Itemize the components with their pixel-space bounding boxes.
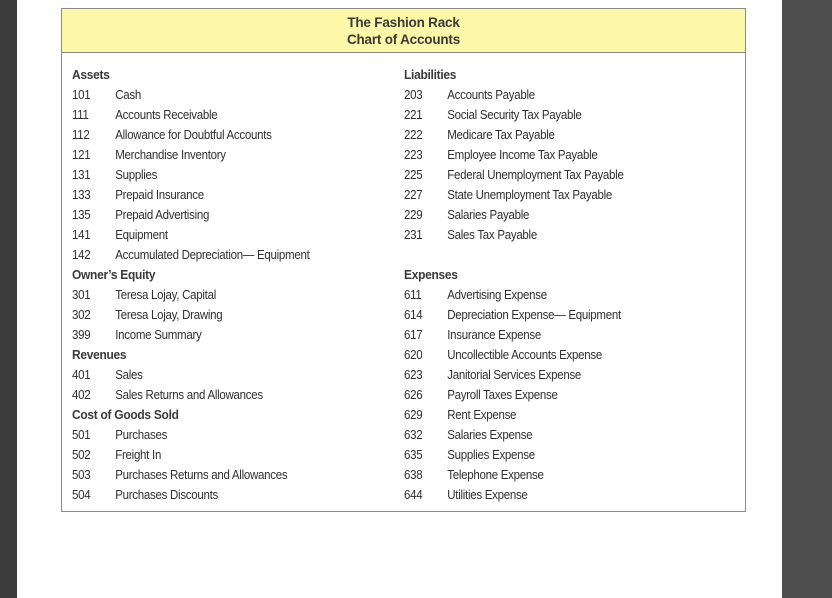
account-number: 229 bbox=[404, 208, 423, 222]
account-name: State Unemployment Tax Payable bbox=[447, 188, 612, 202]
account-row bbox=[72, 305, 310, 325]
left-column bbox=[72, 65, 330, 505]
account-name: Uncollectible Accounts Expense bbox=[447, 348, 602, 362]
account-name: Cash bbox=[115, 88, 141, 102]
account-name: Payroll Taxes Expense bbox=[447, 388, 558, 402]
account-number: 503 bbox=[72, 468, 91, 482]
account-row bbox=[404, 225, 624, 245]
account-number: 301 bbox=[72, 288, 91, 302]
account-row bbox=[72, 85, 310, 105]
account-name: Supplies Expense bbox=[447, 448, 535, 462]
account-name: Federal Unemployment Tax Payable bbox=[447, 168, 624, 182]
account-number: 142 bbox=[72, 248, 91, 262]
account-row bbox=[72, 365, 310, 385]
account-name: Allowance for Doubtful Accounts bbox=[115, 128, 272, 142]
account-row bbox=[72, 325, 310, 345]
account-name: Accounts Payable bbox=[447, 88, 535, 102]
account-row bbox=[404, 285, 624, 305]
account-row bbox=[404, 345, 624, 365]
account-number: 221 bbox=[404, 108, 423, 122]
account-row bbox=[404, 85, 624, 105]
account-name: Depreciation Expense— Equipment bbox=[447, 308, 621, 322]
account-number: 402 bbox=[72, 388, 91, 402]
account-number: 501 bbox=[72, 428, 91, 442]
section-heading-expenses: Expenses bbox=[404, 267, 458, 282]
account-row bbox=[72, 425, 310, 445]
account-name: Accumulated Depreciation— Equipment bbox=[115, 248, 310, 262]
account-name: Advertising Expense bbox=[447, 288, 547, 302]
account-row bbox=[404, 185, 624, 205]
account-number: 121 bbox=[72, 148, 91, 162]
account-row bbox=[72, 185, 310, 205]
account-name: Purchases Returns and Allowances bbox=[115, 468, 288, 482]
account-number: 614 bbox=[404, 308, 423, 322]
account-name: Prepaid Advertising bbox=[115, 208, 210, 222]
account-number: 111 bbox=[72, 108, 89, 122]
section-heading-cogs: Cost of Goods Sold bbox=[72, 407, 179, 422]
account-row bbox=[404, 205, 624, 225]
account-number: 135 bbox=[72, 208, 91, 222]
account-number: 632 bbox=[404, 428, 423, 442]
account-row bbox=[404, 145, 624, 165]
account-name: Purchases Discounts bbox=[115, 488, 219, 502]
account-name: Medicare Tax Payable bbox=[447, 128, 555, 142]
account-number: 620 bbox=[404, 348, 423, 362]
account-number: 223 bbox=[404, 148, 423, 162]
account-number: 203 bbox=[404, 88, 423, 102]
account-number: 502 bbox=[72, 448, 91, 462]
account-row bbox=[404, 445, 624, 465]
section-heading-revenues: Revenues bbox=[72, 347, 127, 362]
company-name: The Fashion Rack bbox=[347, 15, 460, 30]
account-number: 638 bbox=[404, 468, 423, 482]
account-name: Sales bbox=[115, 368, 143, 382]
account-name: Sales Returns and Allowances bbox=[115, 388, 263, 402]
account-number: 302 bbox=[72, 308, 91, 322]
account-number: 222 bbox=[404, 128, 423, 142]
account-row bbox=[404, 465, 624, 485]
account-number: 399 bbox=[72, 328, 91, 342]
account-row bbox=[72, 125, 310, 145]
account-number: 133 bbox=[72, 188, 91, 202]
account-row bbox=[72, 445, 310, 465]
account-row bbox=[72, 245, 310, 265]
account-row bbox=[404, 325, 624, 345]
account-name: Janitorial Services Expense bbox=[447, 368, 582, 382]
account-number: 611 bbox=[404, 288, 422, 302]
account-name: Purchases bbox=[115, 428, 168, 442]
account-name: Employee Income Tax Payable bbox=[447, 148, 598, 162]
account-row bbox=[404, 305, 624, 325]
account-number: 231 bbox=[404, 228, 423, 242]
account-name: Income Summary bbox=[115, 328, 202, 342]
account-name: Merchandise Inventory bbox=[115, 148, 226, 162]
account-name: Telephone Expense bbox=[447, 468, 544, 482]
section-heading-owners-equity: Owner’s Equity bbox=[72, 267, 156, 282]
account-number: 131 bbox=[72, 168, 91, 182]
document-page bbox=[17, 0, 782, 598]
account-number: 227 bbox=[404, 188, 423, 202]
table-header bbox=[62, 9, 745, 53]
account-number: 617 bbox=[404, 328, 423, 342]
table-title: Chart of Accounts bbox=[346, 32, 461, 47]
account-row bbox=[404, 165, 624, 185]
account-row bbox=[404, 105, 624, 125]
account-row bbox=[72, 285, 310, 305]
account-row bbox=[404, 365, 624, 385]
chart-of-accounts-table bbox=[61, 8, 746, 512]
spacer-row bbox=[404, 245, 624, 265]
account-name: Equipment bbox=[115, 228, 168, 242]
viewer-left-margin bbox=[0, 0, 17, 598]
account-number: 635 bbox=[404, 448, 423, 462]
account-number: 644 bbox=[404, 488, 423, 502]
account-row bbox=[72, 485, 310, 505]
account-name: Salaries Payable bbox=[447, 208, 530, 222]
account-name: Accounts Receivable bbox=[115, 108, 218, 122]
account-number: 141 bbox=[72, 228, 91, 242]
account-row bbox=[404, 125, 624, 145]
account-name: Salaries Expense bbox=[447, 428, 533, 442]
account-row bbox=[72, 205, 310, 225]
account-number: 401 bbox=[72, 368, 91, 382]
account-row bbox=[72, 145, 310, 165]
account-row bbox=[72, 105, 310, 125]
account-number: 623 bbox=[404, 368, 423, 382]
account-number: 225 bbox=[404, 168, 423, 182]
account-row bbox=[404, 385, 624, 405]
account-row bbox=[404, 425, 624, 445]
account-row bbox=[404, 485, 624, 505]
account-row bbox=[72, 225, 310, 245]
account-number: 112 bbox=[72, 128, 90, 142]
account-number: 101 bbox=[72, 88, 91, 102]
account-name: Teresa Lojay, Capital bbox=[115, 288, 216, 302]
account-name: Utilities Expense bbox=[447, 488, 528, 502]
account-row bbox=[72, 465, 310, 485]
account-name: Rent Expense bbox=[447, 408, 517, 422]
account-number: 626 bbox=[404, 388, 423, 402]
account-name: Teresa Lojay, Drawing bbox=[115, 308, 223, 322]
section-heading-liabilities: Liabilities bbox=[404, 67, 457, 82]
account-row bbox=[404, 405, 624, 425]
account-number: 629 bbox=[404, 408, 423, 422]
section-heading-assets: Assets bbox=[72, 67, 110, 82]
account-name: Social Security Tax Payable bbox=[447, 108, 582, 122]
account-name: Sales Tax Payable bbox=[447, 228, 537, 242]
account-name: Freight In bbox=[115, 448, 162, 462]
account-name: Supplies bbox=[115, 168, 158, 182]
right-column bbox=[404, 65, 643, 505]
account-row bbox=[72, 165, 310, 185]
account-name: Prepaid Insurance bbox=[115, 188, 204, 202]
account-number: 504 bbox=[72, 488, 91, 502]
account-row bbox=[72, 385, 310, 405]
viewer-scroll-area[interactable] bbox=[782, 0, 832, 598]
account-name: Insurance Expense bbox=[447, 328, 542, 342]
